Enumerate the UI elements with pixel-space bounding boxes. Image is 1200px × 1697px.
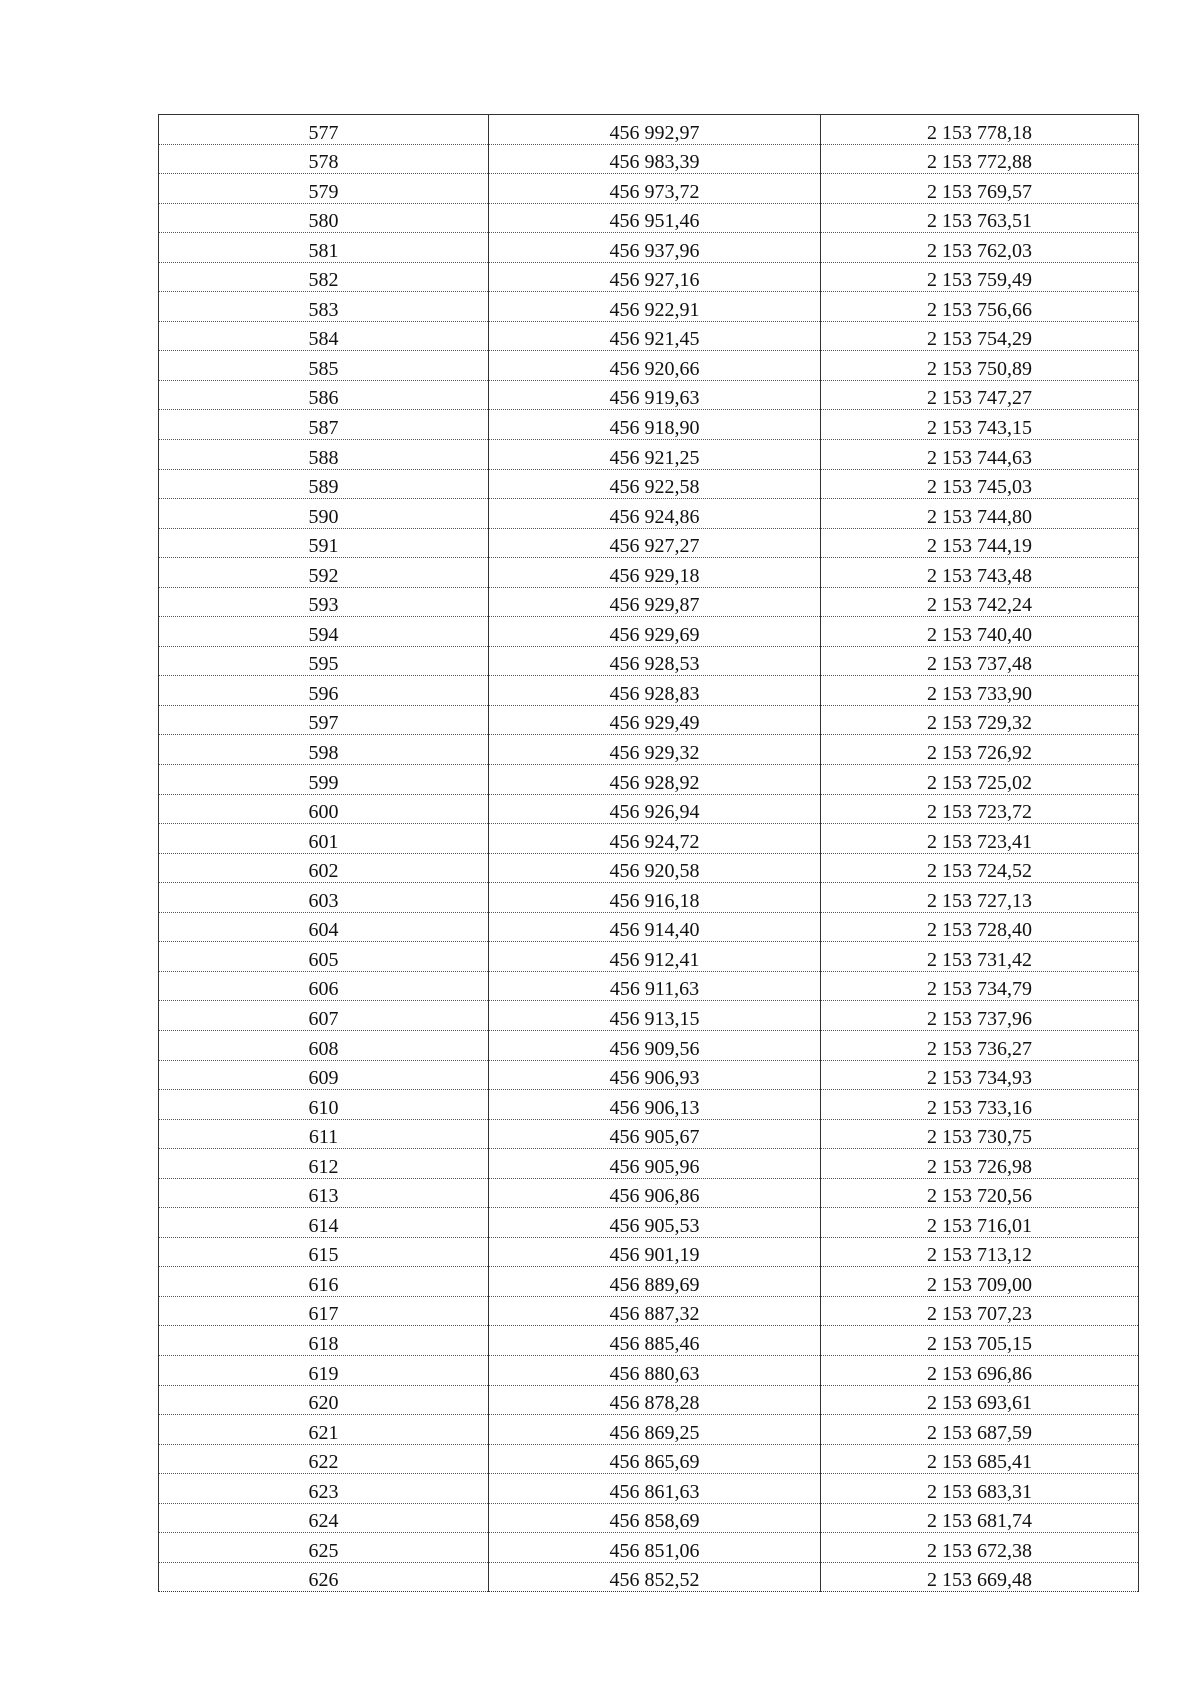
table-row <box>159 203 1139 233</box>
y-coordinate-cell: 2 153 756,66 <box>821 292 1139 322</box>
x-coordinate-cell: 456 906,13 <box>489 1090 821 1120</box>
point-number-cell: 594 <box>159 617 489 647</box>
y-coordinate-cell: 2 153 733,16 <box>821 1090 1139 1120</box>
table-row <box>159 1178 1139 1208</box>
point-number-cell: 595 <box>159 646 489 676</box>
x-coordinate-cell: 456 906,93 <box>489 1060 821 1090</box>
y-coordinate-cell: 2 153 716,01 <box>821 1208 1139 1238</box>
table-row <box>159 765 1139 795</box>
point-number-cell: 603 <box>159 883 489 913</box>
x-coordinate-cell: 456 928,92 <box>489 765 821 795</box>
table-row <box>159 1001 1139 1031</box>
x-coordinate-cell: 456 926,94 <box>489 794 821 824</box>
table-row <box>159 617 1139 647</box>
point-number-cell: 586 <box>159 380 489 410</box>
x-coordinate-cell: 456 861,63 <box>489 1474 821 1504</box>
table-row <box>159 351 1139 381</box>
x-coordinate-cell: 456 913,15 <box>489 1001 821 1031</box>
x-coordinate-cell: 456 918,90 <box>489 410 821 440</box>
y-coordinate-cell: 2 153 742,24 <box>821 587 1139 617</box>
y-coordinate-cell: 2 153 728,40 <box>821 912 1139 942</box>
table-row <box>159 824 1139 854</box>
table-row <box>159 1355 1139 1385</box>
y-coordinate-cell: 2 153 778,18 <box>821 115 1139 145</box>
y-coordinate-cell: 2 153 759,49 <box>821 262 1139 292</box>
table-row <box>159 912 1139 942</box>
point-number-cell: 608 <box>159 1030 489 1060</box>
table-row <box>159 1030 1139 1060</box>
point-number-cell: 592 <box>159 558 489 588</box>
x-coordinate-cell: 456 905,53 <box>489 1208 821 1238</box>
table-row <box>159 321 1139 351</box>
point-number-cell: 621 <box>159 1415 489 1445</box>
point-number-cell: 623 <box>159 1474 489 1504</box>
point-number-cell: 583 <box>159 292 489 322</box>
x-coordinate-cell: 456 916,18 <box>489 883 821 913</box>
table-row <box>159 1060 1139 1090</box>
table-row <box>159 1503 1139 1533</box>
x-coordinate-cell: 456 929,69 <box>489 617 821 647</box>
y-coordinate-cell: 2 153 740,40 <box>821 617 1139 647</box>
x-coordinate-cell: 456 983,39 <box>489 144 821 174</box>
table-row <box>159 115 1139 145</box>
x-coordinate-cell: 456 927,16 <box>489 262 821 292</box>
y-coordinate-cell: 2 153 736,27 <box>821 1030 1139 1060</box>
point-number-cell: 611 <box>159 1119 489 1149</box>
table-row <box>159 1296 1139 1326</box>
table-row <box>159 1090 1139 1120</box>
table-row <box>159 380 1139 410</box>
y-coordinate-cell: 2 153 763,51 <box>821 203 1139 233</box>
table-row <box>159 528 1139 558</box>
point-number-cell: 596 <box>159 676 489 706</box>
point-number-cell: 615 <box>159 1237 489 1267</box>
point-number-cell: 617 <box>159 1296 489 1326</box>
point-number-cell: 579 <box>159 174 489 204</box>
point-number-cell: 601 <box>159 824 489 854</box>
table-row <box>159 1237 1139 1267</box>
y-coordinate-cell: 2 153 772,88 <box>821 144 1139 174</box>
table-row <box>159 410 1139 440</box>
x-coordinate-cell: 456 929,18 <box>489 558 821 588</box>
point-number-cell: 590 <box>159 499 489 529</box>
x-coordinate-cell: 456 905,96 <box>489 1149 821 1179</box>
y-coordinate-cell: 2 153 696,86 <box>821 1355 1139 1385</box>
y-coordinate-cell: 2 153 672,38 <box>821 1533 1139 1563</box>
y-coordinate-cell: 2 153 687,59 <box>821 1415 1139 1445</box>
y-coordinate-cell: 2 153 669,48 <box>821 1562 1139 1592</box>
table-row <box>159 1149 1139 1179</box>
x-coordinate-cell: 456 909,56 <box>489 1030 821 1060</box>
point-number-cell: 622 <box>159 1444 489 1474</box>
y-coordinate-cell: 2 153 745,03 <box>821 469 1139 499</box>
y-coordinate-cell: 2 153 693,61 <box>821 1385 1139 1415</box>
table-row <box>159 262 1139 292</box>
point-number-cell: 616 <box>159 1267 489 1297</box>
y-coordinate-cell: 2 153 707,23 <box>821 1296 1139 1326</box>
x-coordinate-cell: 456 921,25 <box>489 440 821 470</box>
x-coordinate-cell: 456 920,66 <box>489 351 821 381</box>
x-coordinate-cell: 456 922,58 <box>489 469 821 499</box>
y-coordinate-cell: 2 153 727,13 <box>821 883 1139 913</box>
table-row <box>159 1533 1139 1563</box>
x-coordinate-cell: 456 928,83 <box>489 676 821 706</box>
table-row <box>159 1385 1139 1415</box>
point-number-cell: 581 <box>159 233 489 263</box>
table-row <box>159 499 1139 529</box>
table-row <box>159 587 1139 617</box>
point-number-cell: 588 <box>159 440 489 470</box>
y-coordinate-cell: 2 153 720,56 <box>821 1178 1139 1208</box>
table-row <box>159 469 1139 499</box>
x-coordinate-cell: 456 905,67 <box>489 1119 821 1149</box>
table-row <box>159 1415 1139 1445</box>
table-row <box>159 1444 1139 1474</box>
point-number-cell: 618 <box>159 1326 489 1356</box>
point-number-cell: 612 <box>159 1149 489 1179</box>
y-coordinate-cell: 2 153 726,92 <box>821 735 1139 765</box>
x-coordinate-cell: 456 852,52 <box>489 1562 821 1592</box>
x-coordinate-cell: 456 929,32 <box>489 735 821 765</box>
coordinates-table-body <box>159 115 1139 1592</box>
table-row <box>159 292 1139 322</box>
y-coordinate-cell: 2 153 744,80 <box>821 499 1139 529</box>
y-coordinate-cell: 2 153 747,27 <box>821 380 1139 410</box>
y-coordinate-cell: 2 153 734,93 <box>821 1060 1139 1090</box>
y-coordinate-cell: 2 153 733,90 <box>821 676 1139 706</box>
point-number-cell: 589 <box>159 469 489 499</box>
table-row <box>159 144 1139 174</box>
x-coordinate-cell: 456 924,72 <box>489 824 821 854</box>
table-row <box>159 971 1139 1001</box>
y-coordinate-cell: 2 153 709,00 <box>821 1267 1139 1297</box>
x-coordinate-cell: 456 869,25 <box>489 1415 821 1445</box>
table-row <box>159 1208 1139 1238</box>
table-row <box>159 646 1139 676</box>
x-coordinate-cell: 456 851,06 <box>489 1533 821 1563</box>
y-coordinate-cell: 2 153 726,98 <box>821 1149 1139 1179</box>
point-number-cell: 582 <box>159 262 489 292</box>
table-row <box>159 1326 1139 1356</box>
x-coordinate-cell: 456 922,91 <box>489 292 821 322</box>
y-coordinate-cell: 2 153 705,15 <box>821 1326 1139 1356</box>
point-number-cell: 604 <box>159 912 489 942</box>
y-coordinate-cell: 2 153 750,89 <box>821 351 1139 381</box>
table-row <box>159 558 1139 588</box>
y-coordinate-cell: 2 153 730,75 <box>821 1119 1139 1149</box>
point-number-cell: 614 <box>159 1208 489 1238</box>
point-number-cell: 620 <box>159 1385 489 1415</box>
x-coordinate-cell: 456 912,41 <box>489 942 821 972</box>
x-coordinate-cell: 456 911,63 <box>489 971 821 1001</box>
point-number-cell: 591 <box>159 528 489 558</box>
table-row <box>159 942 1139 972</box>
x-coordinate-cell: 456 901,19 <box>489 1237 821 1267</box>
x-coordinate-cell: 456 889,69 <box>489 1267 821 1297</box>
point-number-cell: 585 <box>159 351 489 381</box>
y-coordinate-cell: 2 153 725,02 <box>821 765 1139 795</box>
table-row <box>159 1267 1139 1297</box>
point-number-cell: 607 <box>159 1001 489 1031</box>
y-coordinate-cell: 2 153 685,41 <box>821 1444 1139 1474</box>
point-number-cell: 580 <box>159 203 489 233</box>
x-coordinate-cell: 456 928,53 <box>489 646 821 676</box>
x-coordinate-cell: 456 887,32 <box>489 1296 821 1326</box>
table-row <box>159 233 1139 263</box>
y-coordinate-cell: 2 153 737,48 <box>821 646 1139 676</box>
point-number-cell: 610 <box>159 1090 489 1120</box>
x-coordinate-cell: 456 929,87 <box>489 587 821 617</box>
point-number-cell: 599 <box>159 765 489 795</box>
point-number-cell: 584 <box>159 321 489 351</box>
point-number-cell: 587 <box>159 410 489 440</box>
point-number-cell: 597 <box>159 705 489 735</box>
y-coordinate-cell: 2 153 754,29 <box>821 321 1139 351</box>
coordinates-table <box>158 114 1139 1592</box>
x-coordinate-cell: 456 878,28 <box>489 1385 821 1415</box>
point-number-cell: 578 <box>159 144 489 174</box>
point-number-cell: 602 <box>159 853 489 883</box>
y-coordinate-cell: 2 153 713,12 <box>821 1237 1139 1267</box>
table-row <box>159 883 1139 913</box>
x-coordinate-cell: 456 865,69 <box>489 1444 821 1474</box>
y-coordinate-cell: 2 153 743,48 <box>821 558 1139 588</box>
x-coordinate-cell: 456 914,40 <box>489 912 821 942</box>
x-coordinate-cell: 456 937,96 <box>489 233 821 263</box>
x-coordinate-cell: 456 858,69 <box>489 1503 821 1533</box>
point-number-cell: 605 <box>159 942 489 972</box>
x-coordinate-cell: 456 921,45 <box>489 321 821 351</box>
point-number-cell: 593 <box>159 587 489 617</box>
table-row <box>159 174 1139 204</box>
x-coordinate-cell: 456 920,58 <box>489 853 821 883</box>
y-coordinate-cell: 2 153 723,72 <box>821 794 1139 824</box>
table-row <box>159 705 1139 735</box>
y-coordinate-cell: 2 153 743,15 <box>821 410 1139 440</box>
table-row <box>159 1562 1139 1592</box>
x-coordinate-cell: 456 951,46 <box>489 203 821 233</box>
point-number-cell: 613 <box>159 1178 489 1208</box>
table-row <box>159 794 1139 824</box>
point-number-cell: 624 <box>159 1503 489 1533</box>
y-coordinate-cell: 2 153 762,03 <box>821 233 1139 263</box>
y-coordinate-cell: 2 153 737,96 <box>821 1001 1139 1031</box>
point-number-cell: 625 <box>159 1533 489 1563</box>
table-row <box>159 1119 1139 1149</box>
point-number-cell: 600 <box>159 794 489 824</box>
y-coordinate-cell: 2 153 683,31 <box>821 1474 1139 1504</box>
y-coordinate-cell: 2 153 731,42 <box>821 942 1139 972</box>
y-coordinate-cell: 2 153 723,41 <box>821 824 1139 854</box>
x-coordinate-cell: 456 927,27 <box>489 528 821 558</box>
table-row <box>159 735 1139 765</box>
x-coordinate-cell: 456 929,49 <box>489 705 821 735</box>
y-coordinate-cell: 2 153 734,79 <box>821 971 1139 1001</box>
point-number-cell: 619 <box>159 1355 489 1385</box>
x-coordinate-cell: 456 885,46 <box>489 1326 821 1356</box>
table-row <box>159 853 1139 883</box>
table-row <box>159 676 1139 706</box>
y-coordinate-cell: 2 153 744,19 <box>821 528 1139 558</box>
point-number-cell: 577 <box>159 115 489 145</box>
point-number-cell: 626 <box>159 1562 489 1592</box>
point-number-cell: 606 <box>159 971 489 1001</box>
y-coordinate-cell: 2 153 729,32 <box>821 705 1139 735</box>
x-coordinate-cell: 456 992,97 <box>489 115 821 145</box>
point-number-cell: 609 <box>159 1060 489 1090</box>
x-coordinate-cell: 456 880,63 <box>489 1355 821 1385</box>
y-coordinate-cell: 2 153 744,63 <box>821 440 1139 470</box>
x-coordinate-cell: 456 919,63 <box>489 380 821 410</box>
y-coordinate-cell: 2 153 724,52 <box>821 853 1139 883</box>
y-coordinate-cell: 2 153 681,74 <box>821 1503 1139 1533</box>
table-row <box>159 1474 1139 1504</box>
x-coordinate-cell: 456 973,72 <box>489 174 821 204</box>
table-row <box>159 440 1139 470</box>
x-coordinate-cell: 456 906,86 <box>489 1178 821 1208</box>
y-coordinate-cell: 2 153 769,57 <box>821 174 1139 204</box>
x-coordinate-cell: 456 924,86 <box>489 499 821 529</box>
point-number-cell: 598 <box>159 735 489 765</box>
